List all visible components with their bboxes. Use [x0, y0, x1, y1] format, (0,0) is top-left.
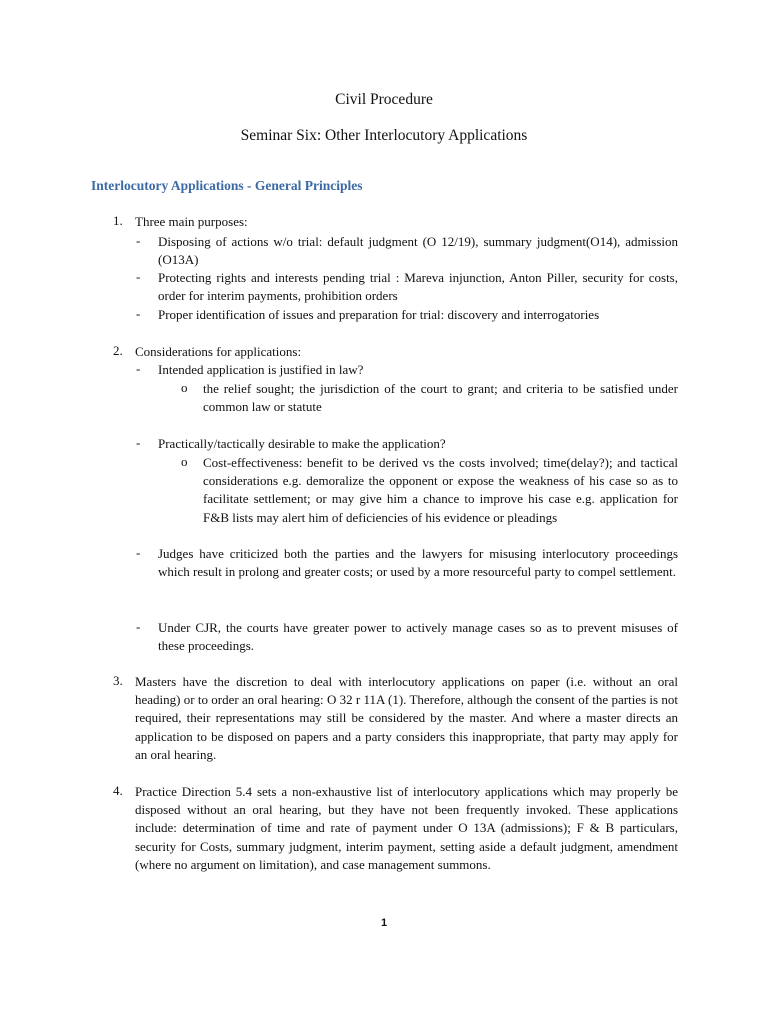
bullet-text: Practically/tactically desirable to make the application?	[158, 436, 446, 451]
bullet-text: Disposing of actions w/o trial: default judgment (O 12/19), summary judgment(O14), admission (O13A)	[158, 234, 678, 268]
item-text: Masters have the discretion to deal with interlocutory applications on paper (i.e. without an oral heading) or to order an oral hearing: O 32 r 11A (1). Therefore, although the consent of the parties is not required, their representations may still be considered by the master. And where a master directs an application to be disposed on papers and a party considers this inappropriate, that party may apply for an oral hearing.	[135, 674, 678, 762]
circle-bullet: o	[181, 380, 188, 395]
page-number: 1	[380, 917, 388, 929]
item-number: 4.	[113, 783, 123, 798]
item-number: 2.	[113, 343, 123, 358]
bullet-text: Proper identification of issues and preparation for trial: discovery and interrogatories	[158, 307, 600, 322]
item-number: 3.	[113, 673, 123, 688]
dash-bullet: -	[136, 233, 141, 248]
section-heading: Interlocutory Applications - General Principles	[91, 178, 363, 193]
document-subtitle: Seminar Six: Other Interlocutory Applications	[240, 127, 528, 144]
item-number: 1.	[113, 213, 123, 228]
bullet-text: Intended application is justified in law?	[158, 362, 364, 377]
circle-bullet: o	[181, 454, 188, 469]
item-text: Three main purposes:	[135, 214, 248, 229]
sub-bullet-text: the relief sought; the jurisdiction of the court to grant; and criteria to be satisfied under common law or statute	[203, 381, 678, 415]
item-text: Considerations for applications:	[135, 344, 302, 359]
item-text: Practice Direction 5.4 sets a non-exhaustive list of interlocutory applications which may properly be disposed without an oral hearing, but they have not been frequently invoked. These applications include: determination of time and rate of payment under O 13A (admissions); F & B particulars, security for Costs, summary judgment, interim payment, setting aside a default judgment, amendment (where no argument on limitation), and case management summons.	[135, 784, 678, 872]
sub-bullet-text: Cost-effectiveness: benefit to be derived vs the costs involved; time(delay?); and tactical considerations e.g. demoralize the opponent or expose the weakness of his case so as to facilitate settlement; or may give him a chance to improve his case e.g. application for F&B lists may alert him of deficiencies of his evidence or pleadings	[203, 455, 678, 525]
dash-bullet: -	[136, 306, 141, 321]
bullet-text: Under CJR, the courts have greater power to actively manage cases so as to prevent misuses of these proceedings.	[158, 620, 678, 654]
dash-bullet: -	[136, 619, 141, 634]
dash-bullet: -	[136, 269, 141, 284]
document-title: Civil Procedure	[335, 91, 433, 108]
dash-bullet: -	[136, 435, 141, 450]
dash-bullet: -	[136, 545, 141, 560]
bullet-text: Judges have criticized both the parties and the lawyers for misusing interlocutory proceedings which result in prolong and greater costs; or used by a more resourceful party to compel settlement.	[158, 546, 678, 580]
bullet-text: Protecting rights and interests pending trial : Mareva injunction, Anton Piller, security for costs, order for interim payments, prohibition orders	[158, 270, 678, 304]
dash-bullet: -	[136, 361, 141, 376]
